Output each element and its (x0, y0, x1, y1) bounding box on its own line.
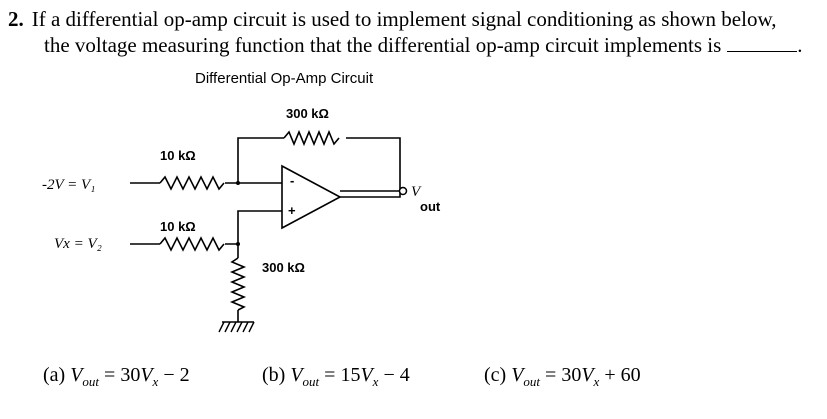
ground-symbol (219, 322, 254, 332)
ground-resistor (232, 258, 244, 310)
choice-c-sub: out (523, 374, 541, 389)
choice-b-prefix: (b) (262, 364, 291, 386)
choice-a[interactable] (43, 364, 190, 390)
input2-wire (130, 211, 282, 244)
r2-resistor (160, 238, 224, 250)
choice-b-expr: = 15 (319, 364, 361, 386)
choice-c-tail: + 60 (599, 364, 641, 386)
choice-b[interactable] (262, 364, 410, 390)
choice-c-expr: = 30 (540, 364, 582, 386)
output-terminal (400, 188, 407, 195)
choice-a-sub: out (82, 374, 100, 389)
junction-plus (236, 242, 240, 246)
choice-a-tail: − 2 (158, 364, 190, 386)
question-end: . (797, 33, 803, 57)
choice-c-prefix: (c) (484, 364, 512, 386)
vout-label: V (411, 184, 421, 200)
question-line-1: If a differential op-amp circuit is used to implement signal conditioning as shown below, (31, 7, 777, 31)
choice-c-xvar: V (581, 364, 594, 386)
choice-b-sub: out (302, 374, 320, 389)
choice-a-var: V (70, 364, 83, 386)
choice-c[interactable] (484, 364, 641, 390)
choice-c-xsub: x (593, 374, 600, 389)
choice-b-xvar: V (360, 364, 373, 386)
minus-sign: - (290, 173, 295, 188)
choice-a-prefix: (a) (43, 364, 71, 386)
choice-a-xsub: x (152, 374, 159, 389)
question-line-2: the voltage measuring function that the differential op-amp circuit implements is (44, 33, 722, 57)
rg-label: 300 kΩ (262, 260, 305, 275)
choice-c-var: V (511, 364, 524, 386)
choice-b-tail: − 4 (378, 364, 410, 386)
v2-label: Vx = V₂ (54, 236, 102, 252)
vout-sub-label: out (420, 199, 441, 214)
choice-b-var: V (290, 364, 303, 386)
output-wire (340, 191, 400, 197)
feedback-resistor (284, 132, 339, 144)
question-number: 2. (8, 7, 24, 31)
choice-a-xvar: V (140, 364, 153, 386)
r1-resistor (160, 177, 224, 189)
choice-a-expr: = 30 (99, 364, 141, 386)
plus-sign: + (288, 203, 296, 218)
choice-b-xsub: x (372, 374, 379, 389)
r1-label: 10 kΩ (160, 148, 196, 163)
junction-minus (236, 181, 240, 185)
r2-label: 10 kΩ (160, 219, 196, 234)
rf-label: 300 kΩ (286, 106, 329, 121)
diagram-caption: Differential Op-Amp Circuit (195, 70, 374, 87)
v1-label: -2V = V₁ (42, 177, 96, 193)
